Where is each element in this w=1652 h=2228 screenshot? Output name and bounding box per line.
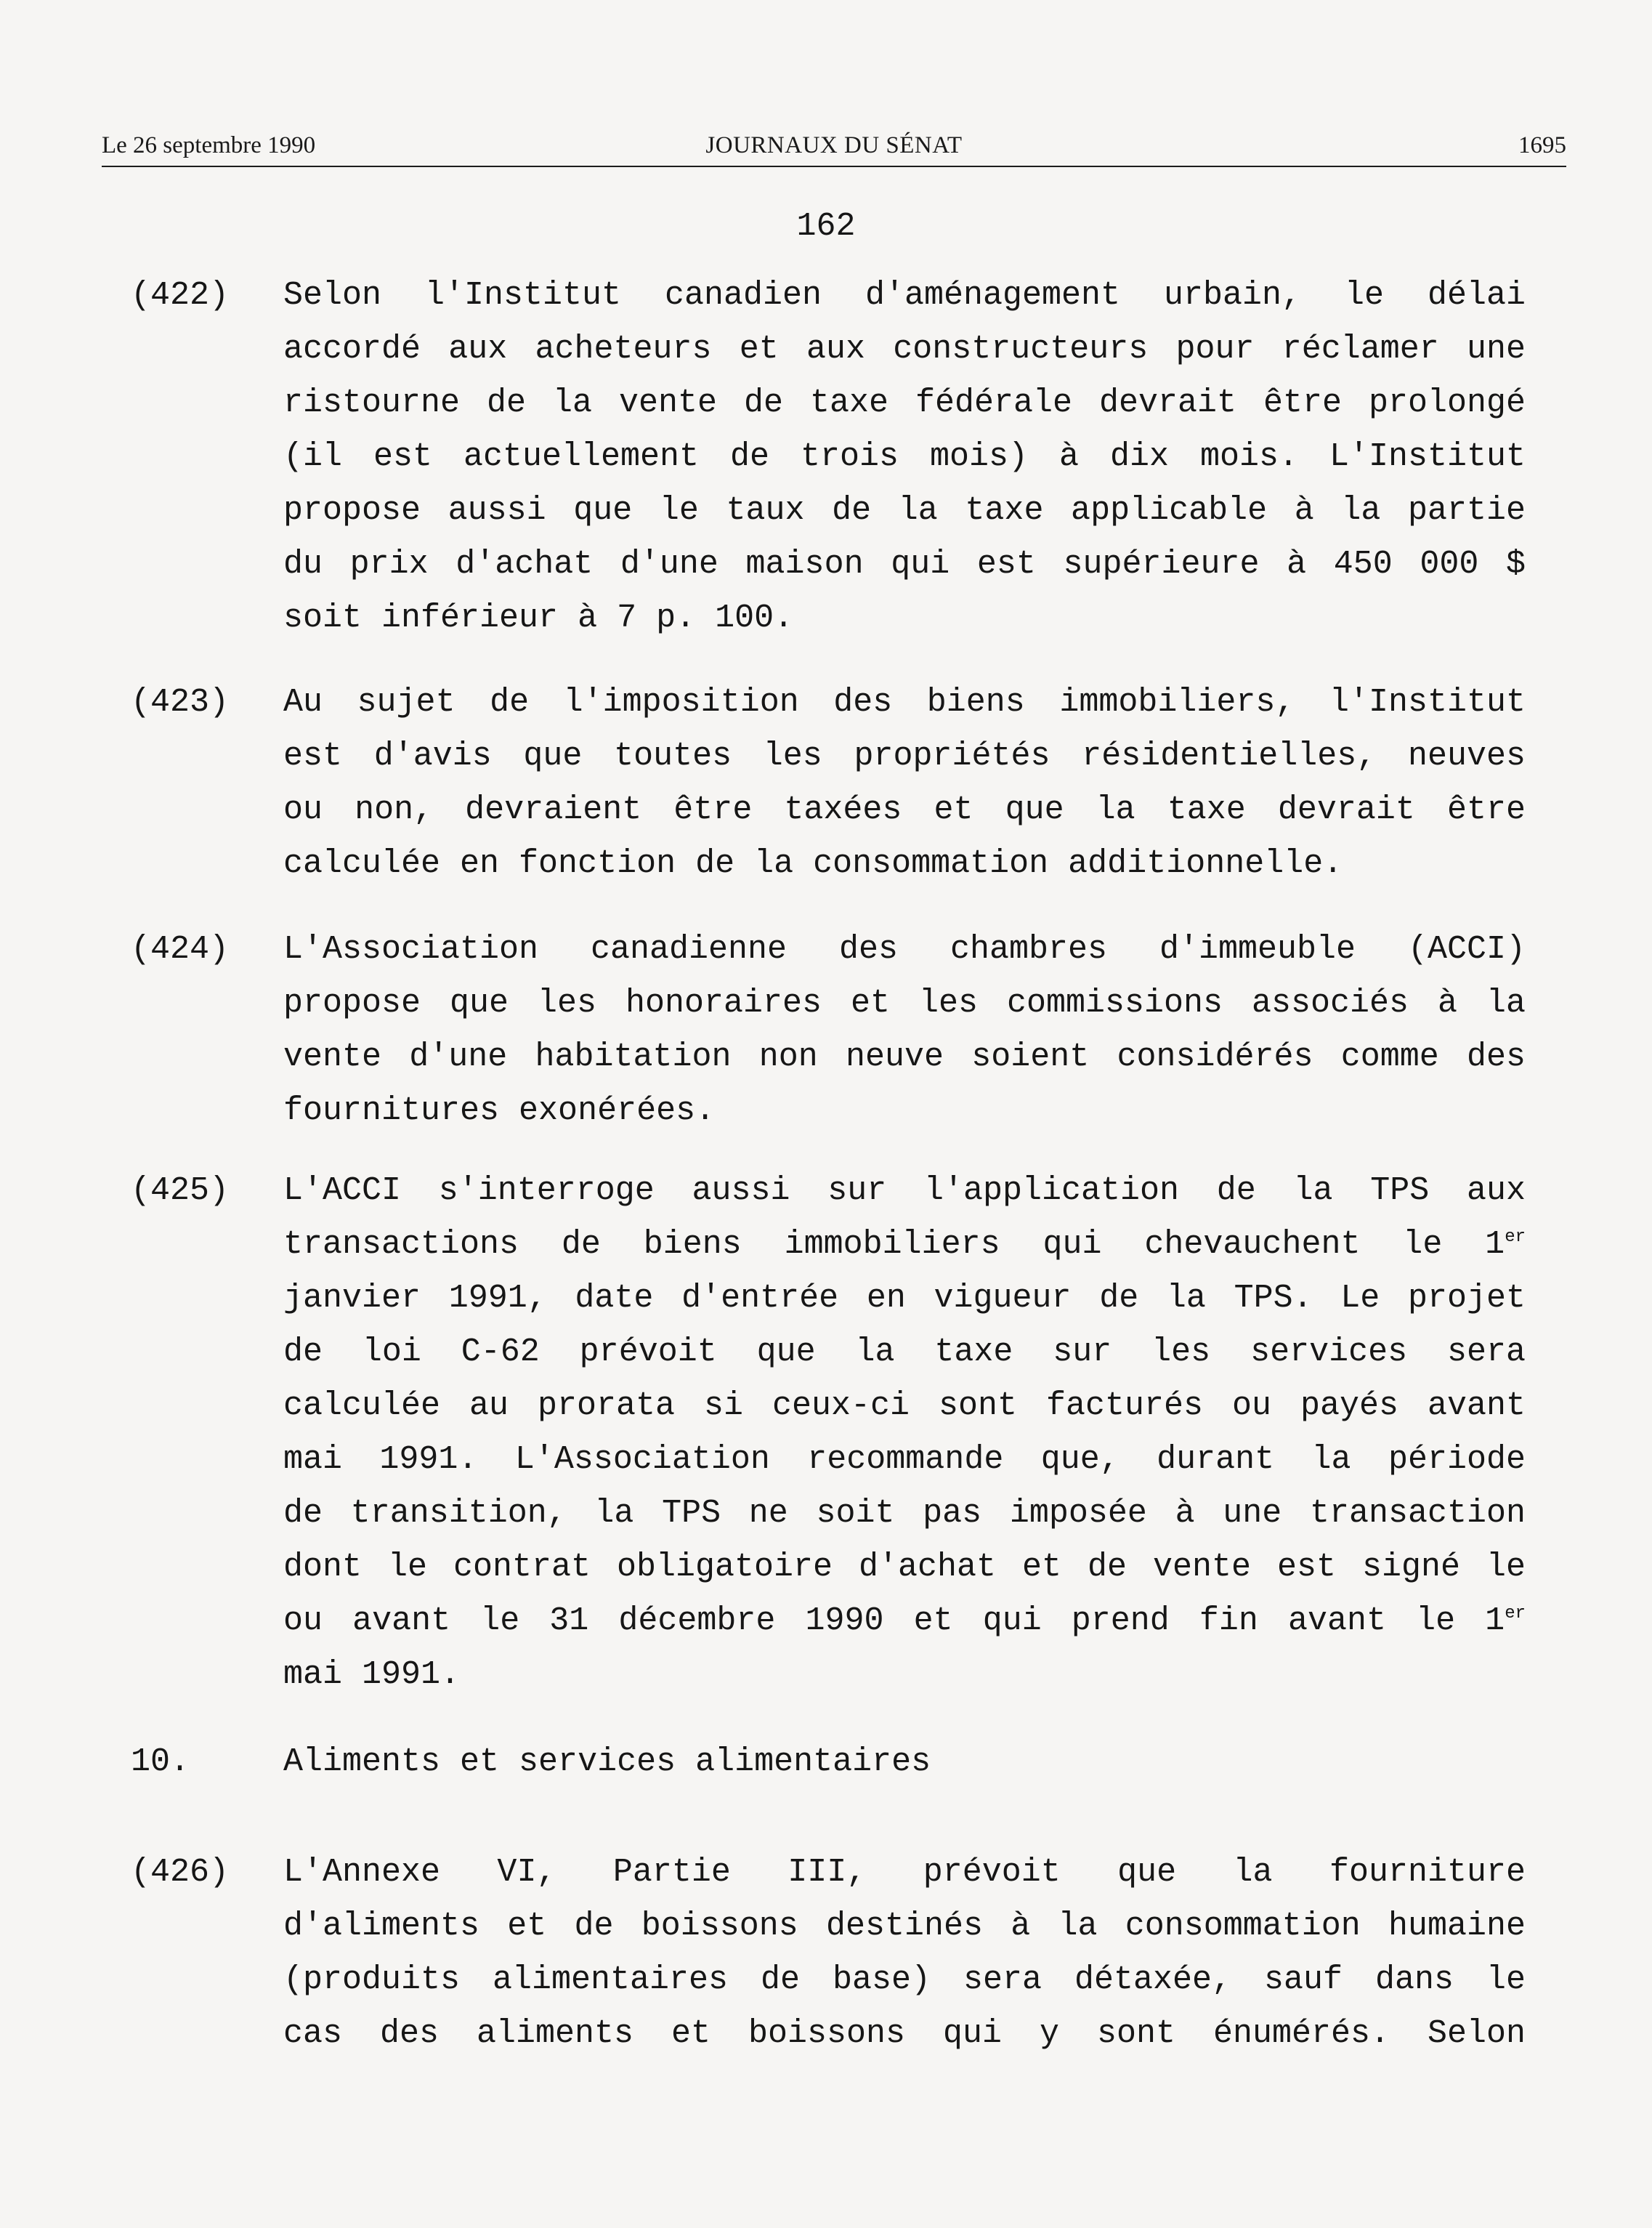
text-line: du prix d'achat d'une maison qui est supérieure à 450 000 $ (283, 546, 1526, 583)
text-line: propose que les honoraires et les commissions associés à la (283, 985, 1526, 1022)
text-line: vente d'une habitation non neuve soient considérés comme des (283, 1038, 1526, 1075)
text-line (283, 1594, 1526, 1648)
text-line: Au sujet de l'imposition des biens immobiliers, l'Institut (283, 684, 1526, 721)
text-line: (produits alimentaires de base) sera détaxée, sauf dans le (283, 1961, 1526, 1998)
text-line: mai 1991. L'Association recommande que, durant la période (283, 1441, 1526, 1478)
text-line: janvier 1991, date d'entrée en vigueur de la TPS. Le projet (283, 1280, 1526, 1317)
section-title (283, 1735, 1526, 1789)
paragraph-text (283, 1164, 1526, 1702)
paragraph-number: (422) (131, 277, 230, 314)
header-date: Le 26 septembre 1990 (102, 132, 316, 158)
text-line: L'Association canadienne des chambres d'immeuble (ACCI) (283, 931, 1526, 968)
text-line (283, 1218, 1526, 1272)
paragraph-number: (426) (131, 1854, 230, 1891)
page-label: 162 (796, 208, 856, 245)
header-rule (102, 166, 1566, 167)
text-line: soit inférieur à 7 p. 100. (283, 600, 794, 637)
text-line: L'Annexe VI, Partie III, prévoit que la fourniture (283, 1854, 1526, 1891)
text-line: (il est actuellement de trois mois) à dix mois. L'Institut (283, 438, 1526, 475)
paragraph-text (283, 1846, 1526, 2061)
text-line: ou non, devraient être taxées et que la taxe devrait être (283, 791, 1526, 828)
paragraph-text (283, 923, 1526, 1138)
paragraph-number: (424) (131, 931, 230, 968)
text-line: calculée au prorata si ceux-ci sont facturés ou payés avant (283, 1387, 1526, 1424)
ordinal-superscript: er (1505, 1227, 1526, 1247)
text-line: dont le contrat obligatoire d'achat et de vente est signé le (283, 1549, 1526, 1586)
text-line: Aliments et services alimentaires (283, 1743, 931, 1780)
text-line-content: transactions de biens immobiliers qui chevauchent le 1 (283, 1226, 1505, 1263)
text-line: est d'avis que toutes les propriétés résidentielles, neuves (283, 738, 1526, 775)
paragraph-number: (425) (131, 1172, 230, 1209)
header-page-number: 1695 (1518, 132, 1566, 158)
text-line: Selon l'Institut canadien d'aménagement urbain, le délai (283, 277, 1526, 314)
text-line: calculée en fonction de la consommation additionnelle. (283, 845, 1343, 882)
text-line: fournitures exonérées. (283, 1092, 716, 1129)
text-line: accordé aux acheteurs et aux constructeurs pour réclamer une (283, 331, 1526, 368)
ordinal-superscript: er (1505, 1604, 1526, 1623)
text-line: d'aliments et de boissons destinés à la consommation humaine (283, 1908, 1526, 1945)
text-line-content: ou avant le 31 décembre 1990 et qui prend fin avant le 1 (283, 1602, 1505, 1639)
text-line: de transition, la TPS ne soit pas imposée à une transaction (283, 1495, 1526, 1532)
text-line: de loi C-62 prévoit que la taxe sur les services sera (283, 1333, 1526, 1371)
section-number: 10. (131, 1743, 190, 1780)
header-journal-title: JOURNAUX DU SÉNAT (705, 132, 963, 158)
text-line: cas des aliments et boissons qui y sont énumérés. Selon (283, 2015, 1526, 2052)
running-header (102, 128, 1566, 163)
paragraph-text (283, 269, 1526, 645)
text-line: mai 1991. (283, 1656, 461, 1693)
paragraph-number: (423) (131, 684, 230, 721)
text-line: ristourne de la vente de taxe fédérale devrait être prolongé (283, 384, 1526, 421)
text-line: propose aussi que le taux de la taxe applicable à la partie (283, 492, 1526, 529)
text-line: L'ACCI s'interroge aussi sur l'application de la TPS aux (283, 1172, 1526, 1209)
paragraph-text (283, 676, 1526, 891)
